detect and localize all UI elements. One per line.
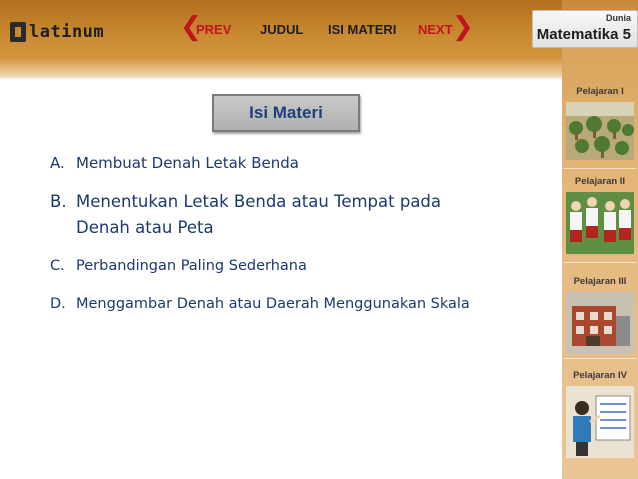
item-key: B. xyxy=(50,192,67,211)
item-key: A. xyxy=(50,154,65,172)
chevron-left-icon[interactable]: ❮ xyxy=(180,12,202,42)
lesson-4[interactable] xyxy=(562,370,638,452)
children-icon xyxy=(566,192,634,254)
sidebar-divider xyxy=(564,168,636,169)
content-item-b-line2[interactable]: Denah atau Peta xyxy=(76,218,214,237)
item-key: C. xyxy=(50,258,65,274)
item-key: D. xyxy=(50,296,66,312)
judul-link[interactable]: JUDUL xyxy=(260,22,304,37)
item-text: Menentukan Letak Benda atau Tempat pada xyxy=(76,192,442,211)
lesson-4-label: Pelajaran IV xyxy=(573,370,627,381)
content-title-button: Isi Materi xyxy=(212,94,360,132)
lesson-3-label: Pelajaran III xyxy=(573,276,627,287)
item-text: Menggambar Denah atau Daerah Menggunakan Skala xyxy=(76,296,470,312)
lesson-sidebar xyxy=(562,0,638,479)
sidebar-divider xyxy=(564,262,636,263)
isi-materi-link[interactable]: ISI MATERI xyxy=(328,22,397,37)
top-navigation-bar xyxy=(0,0,562,80)
content-item-d[interactable] xyxy=(50,296,470,312)
drawing-person-icon xyxy=(566,386,634,458)
content-item-b[interactable] xyxy=(50,192,441,211)
item-text: Perbandingan Paling Sederhana xyxy=(76,258,307,274)
plants-icon xyxy=(566,102,634,160)
course-title: Matematika 5 xyxy=(536,26,631,43)
chevron-right-icon[interactable]: ❯ xyxy=(452,12,474,42)
lesson-1-label: Pelajaran I xyxy=(576,86,624,97)
building-icon xyxy=(566,292,634,354)
course-title-box xyxy=(532,10,638,48)
lesson-2[interactable] xyxy=(562,176,638,258)
lesson-3[interactable] xyxy=(562,276,638,358)
item-text: Membuat Denah Letak Benda xyxy=(76,154,299,172)
grunge-texture xyxy=(0,58,562,80)
next-button[interactable]: NEXT xyxy=(418,22,453,37)
logo-mark xyxy=(10,22,26,42)
logo-text: latinum xyxy=(29,22,105,42)
content-item-a[interactable] xyxy=(50,154,299,172)
sidebar-divider xyxy=(564,358,636,359)
prev-button[interactable]: PREV xyxy=(196,22,232,37)
course-subtitle: Dunia xyxy=(605,13,631,23)
lesson-2-label: Pelajaran II xyxy=(574,176,626,187)
platinum-logo xyxy=(10,20,118,44)
lesson-1[interactable] xyxy=(562,86,638,168)
content-item-c[interactable] xyxy=(50,258,307,274)
